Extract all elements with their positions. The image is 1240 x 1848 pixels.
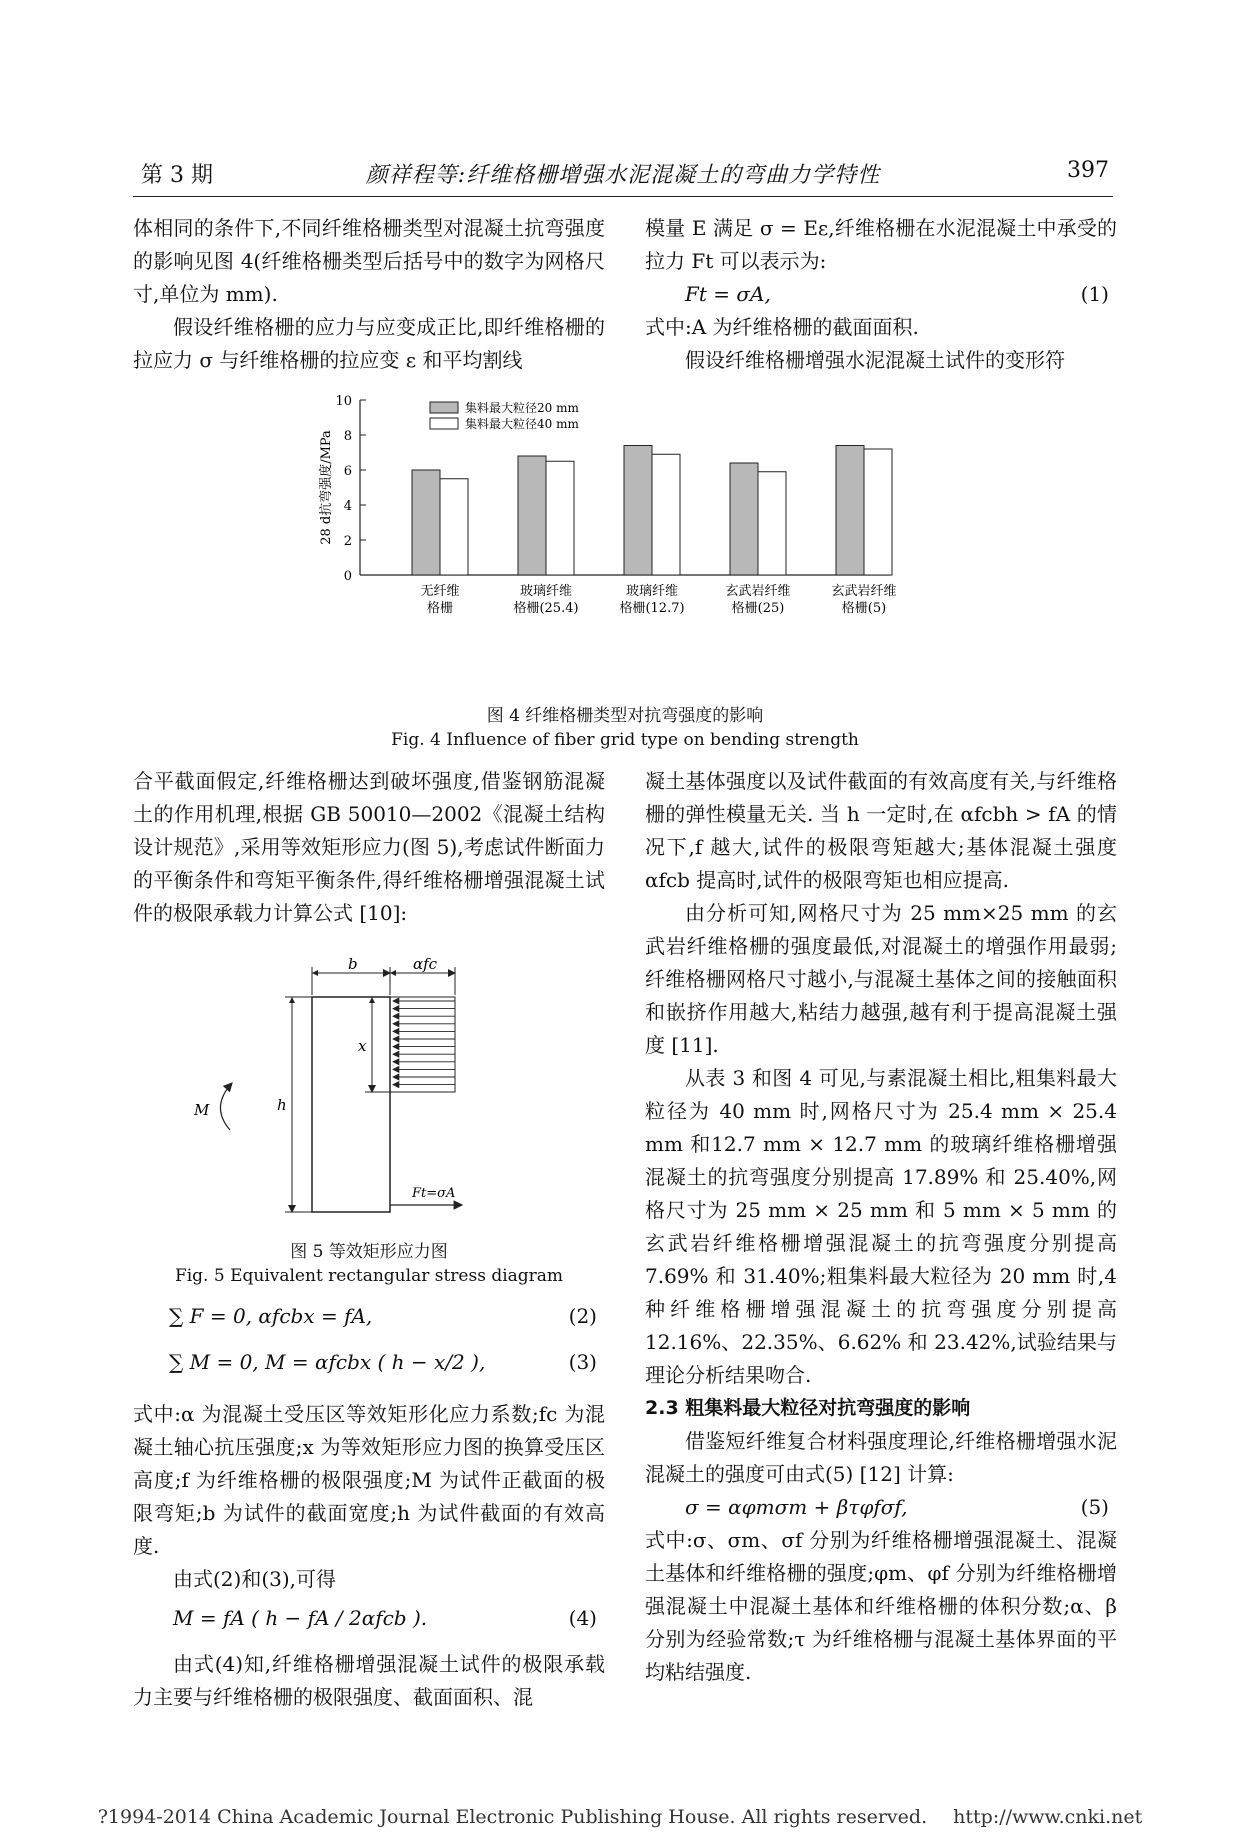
paragraph: 由分析可知,网格尺寸为 25 mm×25 mm 的玄武岩纤维格栅的强度最低,对混凝土的增强作用最弱;纤维格栅网格尺寸越小,与混凝土基体之间的接触面积和嵌挤作用越大,粘结力越强,越有利于提高混凝土强度 [11]. xyxy=(645,901,1117,1057)
x-tick-label: 格栅(5) xyxy=(841,601,887,616)
bar xyxy=(730,463,758,575)
paragraph: 假设纤维格栅的应力与应变成正比,即纤维格栅的拉应力 σ 与纤维格栅的拉应变 ε 和平均割线 xyxy=(133,315,605,372)
running-title: 颜祥程等:纤维格栅增强水泥混凝土的弯曲力学特性 xyxy=(365,163,881,188)
footer xyxy=(0,1806,1240,1828)
x-tick-label: 格栅(12.7) xyxy=(619,601,685,616)
bar xyxy=(440,479,468,575)
footer-copyright: ?1994-2014 China Academic Journal Electronic Publishing House. All rights reserved. xyxy=(97,1806,928,1828)
fig4-bar-chart xyxy=(320,395,920,695)
bar xyxy=(864,449,892,575)
chart-plot-group xyxy=(318,394,897,616)
paragraph: 合平截面假定,纤维格栅达到破坏强度,借鉴钢筋混凝土的作用机理,根据 GB 50010—2002《混凝土结构设计规范》,采用等效矩形应力(图 5),考虑试件断面力的平衡条件和弯矩平衡条件,得纤维格栅增强混凝土试件的极限承载力计算公式 [10]: xyxy=(133,769,605,925)
fig5-caption-cn: 图 5 等效矩形应力图 xyxy=(290,1242,448,1262)
paragraph: 式中:α 为混凝土受压区等效矩形化应力系数;fc 为混凝土轴心抗压强度;x 为等效矩形应力图的换算受压区高度;f 为纤维格栅的极限强度;M 为试件正截面的极限弯矩;b 为试件的截面宽度;h 为试件截面的有效高度. xyxy=(133,1402,605,1558)
x-tick-label: 格栅 xyxy=(426,601,454,616)
y-axis-label: 28 d抗弯强度/MPa xyxy=(319,430,334,545)
bar xyxy=(518,456,546,575)
equation-4 xyxy=(173,1602,605,1654)
stress-arrows xyxy=(393,1001,455,1085)
moment-arrow xyxy=(220,1083,232,1130)
fig5-diagram xyxy=(194,955,540,1230)
paragraph: 由式(4)知,纤维格栅增强混凝土试件的极限承载力主要与纤维格栅的极限强度、截面面积、混 xyxy=(133,1652,605,1709)
paragraph: 由式(2)和(3),可得 xyxy=(173,1567,337,1591)
x-tick-label: 格栅(25.4) xyxy=(513,601,579,616)
fig4-caption-en: Fig. 4 Influence of fiber grid type on bending strength xyxy=(391,730,859,750)
x-tick-label: 格栅(25) xyxy=(731,601,785,616)
label-afc: αfc xyxy=(413,955,438,973)
x-tick-label: 无纤维 xyxy=(420,584,460,599)
issue-label: 第 3 期 xyxy=(141,163,213,188)
paragraph: 借鉴短纤维复合材料强度理论,纤维格栅增强水泥混凝土的强度可由式(5) [12] 计算: xyxy=(645,1429,1117,1486)
y-tick-label: 4 xyxy=(343,499,352,514)
x-tick-label: 玻璃纤维 xyxy=(625,584,679,599)
equation-number: (5) xyxy=(1080,1495,1109,1519)
right-column-mid xyxy=(645,765,1117,1689)
left-column-top xyxy=(133,212,605,377)
label-b: b xyxy=(348,955,358,973)
paragraph: 凝土基体强度以及试件截面的有效高度有关,与纤维格栅的弹性模量无关. 当 h 一定时,在 αfcbh > fA 的情况下,f 越大,试件的极限弯矩越大;基体混凝土强度 αfcb 提高时,试件的极限弯矩也相应提高. xyxy=(645,769,1117,892)
paragraph: 式中:A 为纤维格栅的截面面积. xyxy=(645,315,919,339)
equation-text: σ = αφmσm + βτφfσf, xyxy=(685,1495,908,1519)
running-header xyxy=(133,156,1113,197)
right-column-top xyxy=(645,212,1117,377)
fig5-caption xyxy=(133,1240,605,1288)
equation-text: M = fA ( h − fA / 2αfcb ). xyxy=(173,1606,428,1630)
legend-swatch xyxy=(430,418,458,429)
x-tick-label: 玄武岩纤维 xyxy=(831,584,897,599)
x-tick-label: 玻璃纤维 xyxy=(519,584,573,599)
y-tick-label: 0 xyxy=(343,569,352,584)
footer-url: http://www.cnki.net xyxy=(953,1806,1143,1828)
bar xyxy=(624,446,652,576)
stress-block xyxy=(390,997,455,1092)
fig5-caption-en: Fig. 5 Equivalent rectangular stress diagram xyxy=(174,1266,564,1286)
label-M: M xyxy=(194,1101,210,1119)
bar xyxy=(652,454,680,575)
y-tick-label: 8 xyxy=(343,429,352,444)
equation-3 xyxy=(169,1346,605,1398)
legend-label: 集料最大粒径40 mm xyxy=(465,417,579,431)
y-tick-label: 10 xyxy=(335,394,352,409)
y-tick-label: 6 xyxy=(343,464,352,479)
paragraph: 从表 3 和图 4 可见,与素混凝土相比,粗集料最大粒径为 40 mm 时,网格尺寸为 25.4 mm × 25.4 mm 和12.7 mm × 12.7 mm 的玻璃纤维格栅增强混凝土的抗弯强度分别提高 17.89% 和 25.40%,网格尺寸为 25 mm × 25 mm 和 5 mm × 5 mm 的玄武岩纤维格栅增强混凝土的抗弯强度分别提高 7.69% 和 31.40%;粗集料最大粒径为 20 mm 时,4 种纤维格栅增强混凝土的抗弯强度分别提高 12.16%、22.35%、6.62% 和 23.42%,试验结果与理论分析结果吻合. xyxy=(645,1066,1117,1387)
paragraph: 式中:σ、σm、σf 分别为纤维格栅增强混凝土、混凝土基体和纤维格栅的强度;φm、φf 分别为纤维格栅增强混凝土中混凝土基体和纤维格栅的体积分数;α、β 分别为经验常数;τ 为纤维格栅与混凝土基体界面的平均粘结强度. xyxy=(645,1528,1117,1684)
paragraph: 模量 E 满足 σ = Eε,纤维格栅在水泥混凝土中承受的拉力 Ft 可以表示为: xyxy=(645,216,1117,273)
legend-label: 集料最大粒径20 mm xyxy=(465,401,579,415)
equation-text: ∑ M = 0, M = αfcbx ( h − x/2 ), xyxy=(169,1350,486,1374)
fig4-caption-cn: 图 4 纤维格栅类型对抗弯强度的影响 xyxy=(486,706,764,726)
equation-number: (4) xyxy=(568,1606,597,1630)
equation-text: Ft = σA, xyxy=(685,282,771,306)
page-number: 397 xyxy=(1067,158,1109,183)
equation-5 xyxy=(685,1491,1117,1524)
equation-number: (1) xyxy=(1080,282,1109,306)
bar xyxy=(546,461,574,575)
label-Ft: Ft=σA xyxy=(412,1186,456,1201)
left-column-mid xyxy=(133,765,605,930)
equation-1 xyxy=(685,278,1117,311)
equation-text: ∑ F = 0, αfcbx = fA, xyxy=(169,1304,373,1328)
bar xyxy=(412,470,440,575)
section-heading: 2.3 粗集料最大粒径对抗弯强度的影响 xyxy=(645,1397,971,1419)
paragraph: 假设纤维格栅增强水泥混凝土试件的变形符 xyxy=(685,348,1065,372)
equation-number: (3) xyxy=(568,1350,597,1374)
x-tick-label: 玄武岩纤维 xyxy=(725,584,791,599)
left-column-bottom xyxy=(133,1300,605,1714)
label-h: h xyxy=(277,1096,287,1114)
equation-2 xyxy=(169,1300,605,1346)
label-x: x xyxy=(358,1037,367,1055)
fig4-caption xyxy=(133,704,1117,752)
section-rectangle xyxy=(312,997,390,1212)
equation-number: (2) xyxy=(568,1304,597,1328)
legend-swatch xyxy=(430,402,458,413)
bar xyxy=(758,472,786,575)
paragraph: 体相同的条件下,不同纤维格栅类型对混凝土抗弯强度的影响见图 4(纤维格栅类型后括号中的数字为网格尺寸,单位为 mm). xyxy=(133,216,605,306)
bar xyxy=(836,446,864,576)
y-tick-label: 2 xyxy=(343,534,352,549)
